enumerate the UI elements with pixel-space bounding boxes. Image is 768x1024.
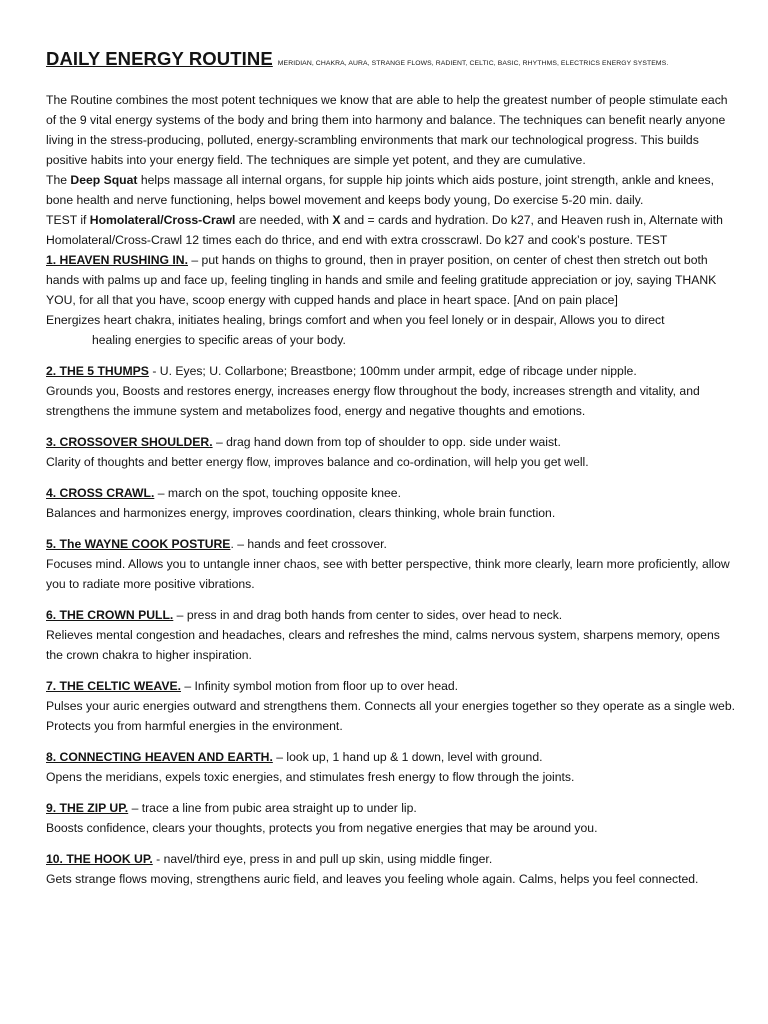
step-description: - navel/third eye, press in and pull up skin, using middle finger. [152, 852, 493, 866]
step-title: 5. The WAYNE COOK POSTURE [46, 537, 231, 551]
step-1-heading [46, 250, 736, 310]
step-description: – put hands on thighs to ground, then in prayer position, on center of chest then stretch out both hands with palms up and face up, feeling tingling in hands and smile and feeling gratitude appreciation or joy, saying THANK YOU, for all that you have, scoop energy with cupped hands and place in heart space. [And on pain place] [46, 253, 717, 307]
step-8-heading [46, 747, 736, 767]
step-title: 3. CROSSOVER SHOULDER. [46, 435, 213, 449]
step-description: . – hands and feet crossover. [230, 537, 387, 551]
bold-term: X [332, 213, 341, 227]
deep-squat-paragraph [46, 170, 736, 210]
page-title: DAILY ENERGY ROUTINE [46, 48, 273, 69]
step-4-heading [46, 483, 736, 503]
step-7-heading [46, 676, 736, 696]
step-7-benefit: Pulses your auric energies outward and strengthens them. Connects all your energies together so they operate as a single web. Protects you from harmful energies in the environment. [46, 699, 735, 733]
text-run: are needed, with [235, 213, 333, 227]
step-title: 7. THE CELTIC WEAVE. [46, 679, 181, 693]
header [46, 48, 668, 70]
step-title: 2. THE 5 THUMPS [46, 364, 149, 378]
document-body [46, 90, 736, 889]
step-6-heading [46, 605, 736, 625]
step-10-benefit: Gets strange flows moving, strengthens auric field, and leaves you feeling whole again. Calms, helps you feel connected. [46, 872, 699, 886]
step-description: – look up, 1 hand up & 1 down, level with ground. [272, 750, 543, 764]
bold-term: Deep Squat [70, 173, 138, 187]
step-title: 4. CROSS CRAWL. [46, 486, 155, 500]
step-title: 8. CONNECTING HEAVEN AND EARTH. [46, 750, 273, 764]
step-4-benefit: Balances and harmonizes energy, improves coordination, clears thinking, whole brain function. [46, 506, 556, 520]
step-9-heading [46, 798, 736, 818]
step-1-benefit: Energizes heart chakra, initiates healing, brings comfort and when you feel lonely or in despair, Allows you to direct [46, 313, 665, 327]
step-description: – trace a line from pubic area straight up to under lip. [128, 801, 417, 815]
text-run: and = cards and hydration. Do k27, and Heaven rush in, Alternate with Homolateral/Cross-Crawl 12 times each do thrice, and end with extra crosscrawl. Do k27 and cook’s posture. TEST [46, 213, 723, 247]
test-paragraph [46, 210, 736, 250]
text-run: helps massage all internal organs, for supple hip joints which aids posture, joint strength, ankle and knees, bone health and nerve functioning, helps bowel movement and keeps body young, Do exercise 5-20 min. daily. [46, 173, 714, 207]
step-description: – drag hand down from top of shoulder to opp. side under waist. [212, 435, 561, 449]
step-description: – march on the spot, touching opposite knee. [154, 486, 401, 500]
step-3-heading [46, 432, 736, 452]
step-title: 1. HEAVEN RUSHING IN. [46, 253, 188, 267]
step-title: 10. THE HOOK UP. [46, 852, 153, 866]
step-6-benefit: Relieves mental congestion and headaches, clears and refreshes the mind, calms nervous system, sharpens memory, opens the crown chakra to higher inspiration. [46, 628, 720, 662]
intro-paragraph: The Routine combines the most potent techniques we know that are able to help the greatest number of people stimulate each of the 9 vital energy systems of the body and bring them into harmony and balance. The techniques can benefit nearly anyone living in the stress-producing, polluted, energy-scrambling environments that mark our technological progress. This builds positive habits into your energy field. The techniques are simple yet potent, and they are cumulative. [46, 93, 728, 167]
step-3-benefit: Clarity of thoughts and better energy flow, improves balance and co-ordination, will help you get well. [46, 455, 589, 469]
step-5-benefit: Focuses mind. Allows you to untangle inner chaos, see with better perspective, think more clearly, learn more proficiently, allow you to radiate more positive vibrations. [46, 557, 730, 591]
bold-term: Homolateral/Cross-Crawl [89, 213, 236, 227]
step-description: – press in and drag both hands from center to sides, over head to neck. [173, 608, 563, 622]
page-subtitle: MERIDIAN, CHAKRA, AURA, STRANGE FLOWS, RADIENT, CELTIC, BASIC, RHYTHMS, ELECTRICS ENERGY SYSTEMS. [277, 60, 669, 67]
step-1-benefit-continued: healing energies to specific areas of your body. [92, 333, 346, 347]
step-description: – Infinity symbol motion from floor up to over head. [180, 679, 459, 693]
step-2-heading [46, 361, 736, 381]
step-9-benefit: Boosts confidence, clears your thoughts, protects you from negative energies that may be around you. [46, 821, 598, 835]
step-5-heading [46, 534, 736, 554]
step-title: 6. THE CROWN PULL. [46, 608, 174, 622]
step-description: - U. Eyes; U. Collarbone; Breastbone; 100mm under armpit, edge of ribcage under nipple. [148, 364, 637, 378]
step-10-heading [46, 849, 736, 869]
step-8-benefit: Opens the meridians, expels toxic energies, and stimulates fresh energy to flow through the joints. [46, 770, 575, 784]
step-title: 9. THE ZIP UP. [46, 801, 129, 815]
step-2-benefit: Grounds you, Boosts and restores energy, increases energy flow throughout the body, increases strength and vitality, and strengthens the immune system and metabolizes food, energy and negative thoughts and emotions. [46, 384, 700, 418]
text-run: TEST if [46, 213, 90, 227]
text-run: The [46, 173, 71, 187]
